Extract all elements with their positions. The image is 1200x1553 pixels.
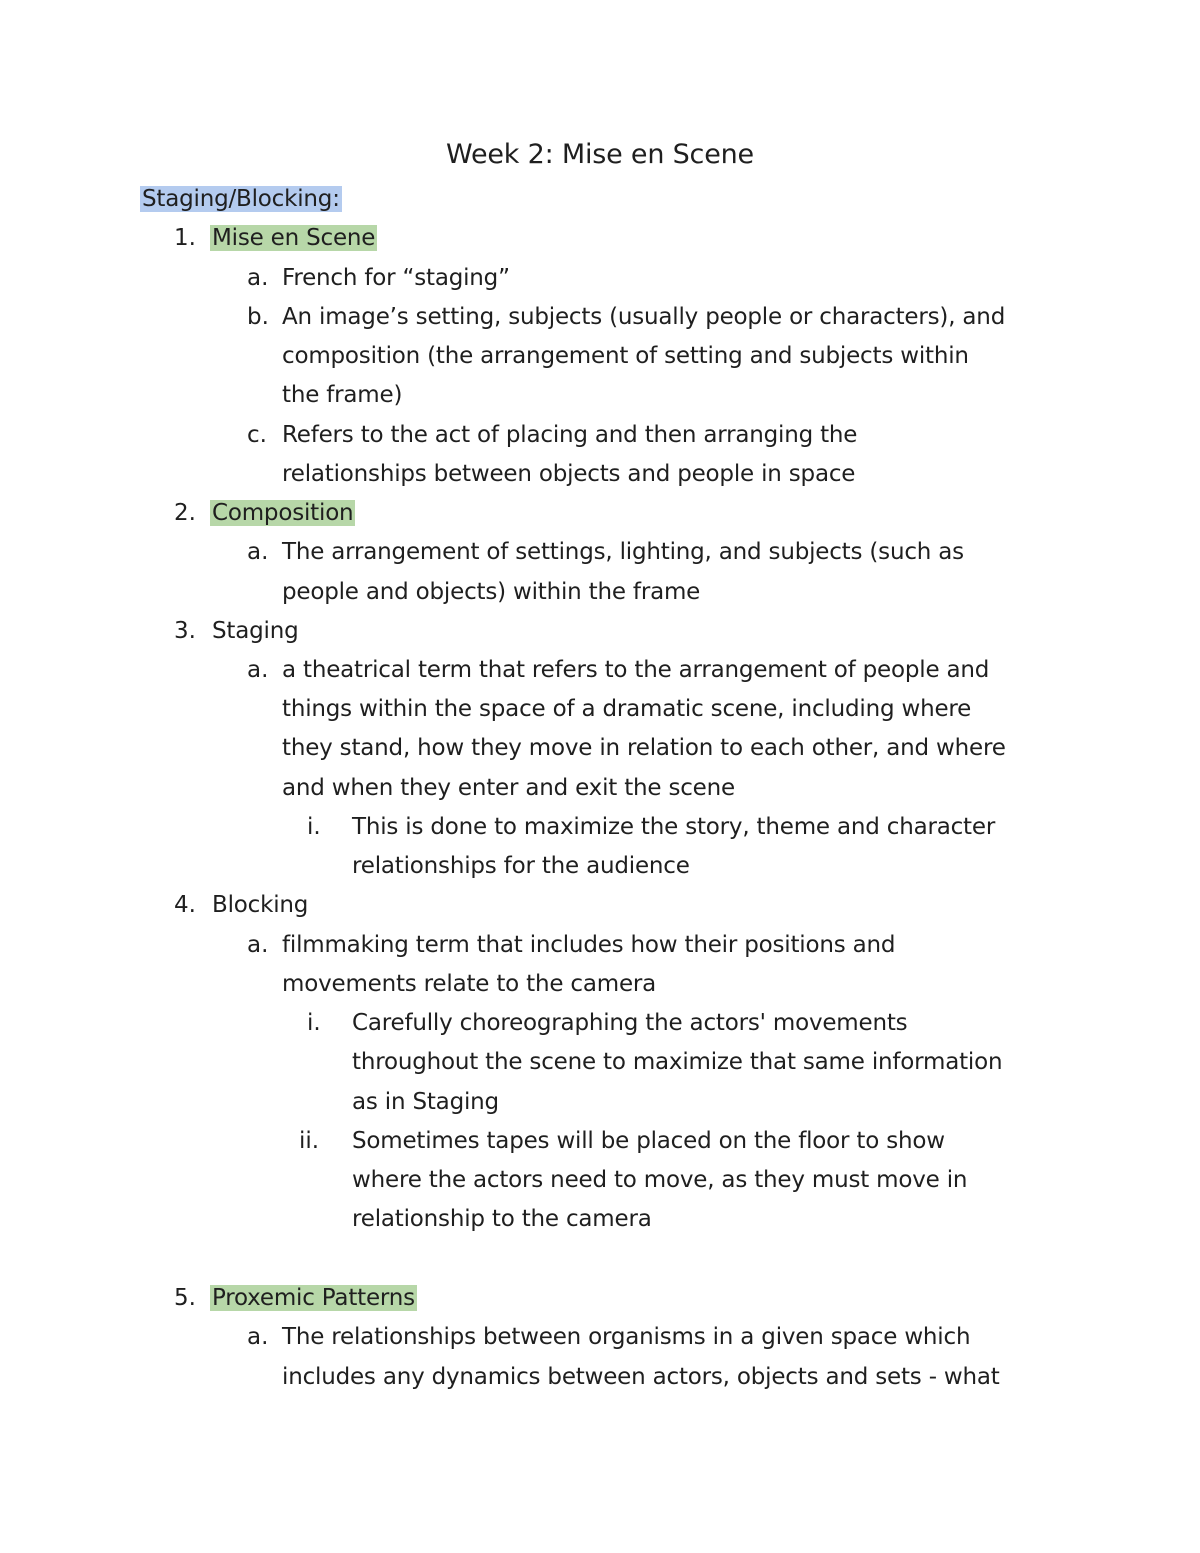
item-2-marker: 2. [174, 500, 196, 526]
item-1-term [210, 223, 377, 253]
sub-line: the frame) [282, 382, 403, 408]
item-3-term: Staging [212, 618, 299, 644]
sub-line: movements relate to the camera [282, 971, 657, 997]
page-title: Week 2: Mise en Scene [446, 139, 754, 170]
subsub-marker: i. [307, 814, 321, 840]
sub-line: a theatrical term that refers to the arrangement of people and [282, 657, 990, 683]
item-2-term [210, 498, 355, 528]
subsub-line: relationships for the audience [352, 853, 690, 879]
item-4-term: Blocking [212, 892, 309, 918]
sub-line: The arrangement of settings, lighting, and subjects (such as [282, 539, 964, 565]
item-5-marker: 5. [174, 1285, 196, 1311]
section-heading-text: Staging/Blocking: [142, 186, 340, 212]
subsub-line: as in Staging [352, 1089, 499, 1115]
subsub-line: Carefully choreographing the actors' movements [352, 1010, 908, 1036]
item-4-marker: 4. [174, 892, 196, 918]
item-1-marker: 1. [174, 225, 196, 251]
item-5-term-text: Proxemic Patterns [212, 1285, 415, 1311]
subsub-marker: i. [307, 1010, 321, 1036]
item-2-term-text: Composition [212, 500, 354, 526]
sub-line: includes any dynamics between actors, objects and sets - what [282, 1364, 1000, 1390]
sub-line: and when they enter and exit the scene [282, 775, 735, 801]
sub-line: The relationships between organisms in a given space which [282, 1324, 971, 1350]
sub-line: composition (the arrangement of setting and subjects within [282, 343, 969, 369]
subsub-line: This is done to maximize the story, theme and character [352, 814, 996, 840]
sub-marker: a. [247, 539, 269, 565]
subsub-marker: ii. [299, 1128, 320, 1154]
item-3-marker: 3. [174, 618, 196, 644]
sub-line: relationships between objects and people in space [282, 461, 856, 487]
subsub-line: Sometimes tapes will be placed on the floor to show [352, 1128, 945, 1154]
sub-marker: a. [247, 932, 269, 958]
sub-marker: a. [247, 1324, 269, 1350]
subsub-line: where the actors need to move, as they must move in [352, 1167, 968, 1193]
sub-line: An image’s setting, subjects (usually people or characters), and [282, 304, 1006, 330]
item-5-term [210, 1283, 417, 1313]
sub-line: Refers to the act of placing and then arranging the [282, 422, 858, 448]
sub-marker: b. [247, 304, 269, 330]
sub-line: people and objects) within the frame [282, 579, 701, 605]
sub-marker: a. [247, 657, 269, 683]
sub-line: French for “staging” [282, 265, 510, 291]
subsub-line: throughout the scene to maximize that same information [352, 1049, 1003, 1075]
sub-marker: a. [247, 265, 269, 291]
sub-line: filmmaking term that includes how their positions and [282, 932, 896, 958]
section-heading [140, 184, 342, 214]
item-1-term-text: Mise en Scene [212, 225, 376, 251]
sub-marker: c. [247, 422, 267, 448]
subsub-line: relationship to the camera [352, 1206, 652, 1232]
sub-line: they stand, how they move in relation to each other, and where [282, 735, 1006, 761]
sub-line: things within the space of a dramatic scene, including where [282, 696, 972, 722]
